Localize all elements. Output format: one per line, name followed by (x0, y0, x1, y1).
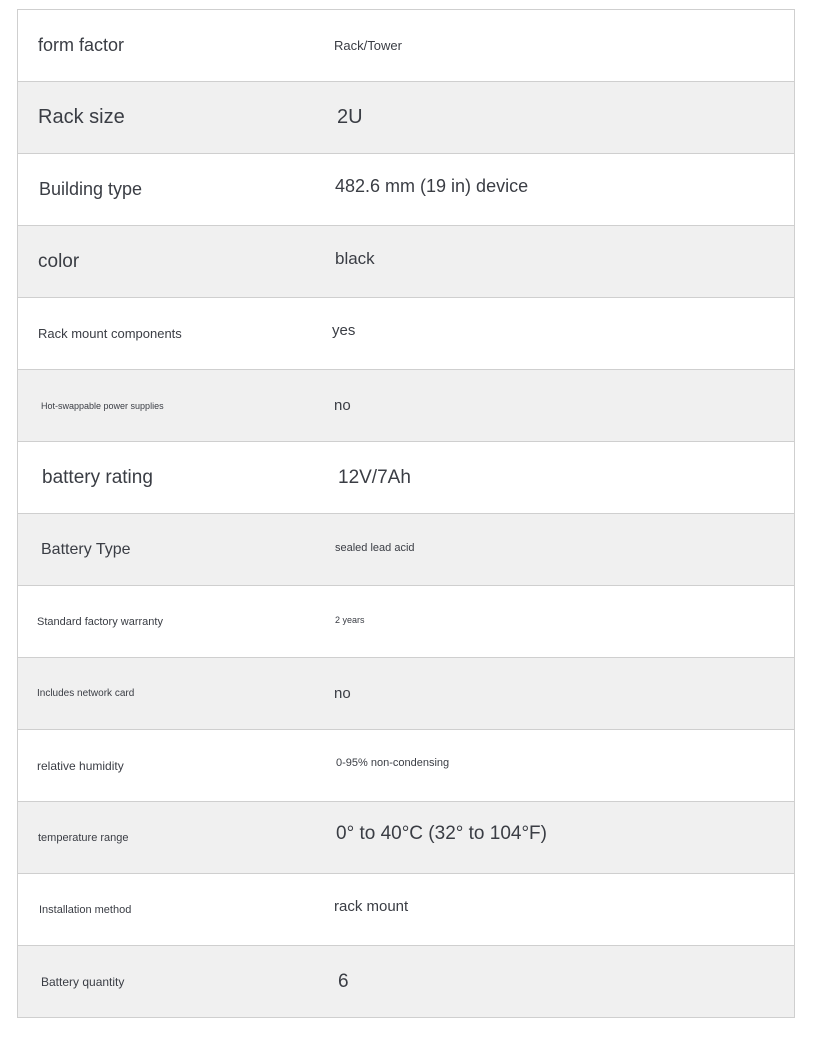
spec-row-temperature-range (18, 802, 794, 874)
spec-label: Rack size (38, 106, 125, 128)
spec-label: form factor (38, 35, 125, 55)
spec-row-relative-humidity (18, 730, 794, 802)
spec-label: Standard factory warranty (37, 615, 163, 628)
spec-row-standard-factory-warranty (18, 586, 794, 658)
spec-label: Hot-swappable power supplies (41, 400, 164, 411)
spec-value: 482.6 mm (19 in) device (335, 176, 529, 196)
spec-value: 0-95% non-condensing (336, 756, 450, 769)
spec-row-battery-type (18, 514, 794, 586)
spec-label: Building type (39, 179, 143, 199)
spec-table (17, 9, 795, 1018)
spec-label: Rack mount components (38, 326, 182, 341)
spec-value: 2U (337, 106, 363, 128)
spec-label: color (38, 250, 80, 272)
spec-value: no (334, 685, 351, 702)
spec-value: 0° to 40°C (32° to 104°F) (336, 822, 547, 844)
spec-row-installation-method (18, 874, 794, 946)
spec-label: Includes network card (37, 688, 135, 699)
spec-value: 12V/7Ah (338, 466, 411, 488)
spec-value: 6 (338, 970, 349, 992)
spec-row-hot-swappable-power-supplies (18, 370, 794, 442)
spec-row-form-factor (18, 10, 794, 82)
spec-value: no (334, 397, 351, 414)
spec-value: yes (332, 322, 356, 339)
spec-value: Rack/Tower (334, 38, 402, 53)
spec-row-includes-network-card (18, 658, 794, 730)
spec-value: rack mount (334, 898, 409, 915)
spec-row-rack-size (18, 82, 794, 154)
spec-row-rack-mount-components (18, 298, 794, 370)
spec-label: Battery Type (41, 540, 131, 558)
spec-label: temperature range (38, 831, 129, 844)
spec-row-color (18, 226, 794, 298)
spec-value: black (335, 248, 375, 268)
spec-row-battery-rating (18, 442, 794, 514)
spec-label: Installation method (39, 903, 132, 916)
spec-label: battery rating (42, 466, 153, 488)
spec-value: 2 years (335, 614, 365, 625)
spec-value: sealed lead acid (335, 541, 415, 554)
spec-row-battery-quantity (18, 946, 794, 1017)
spec-label: Battery quantity (41, 974, 125, 989)
spec-label: relative humidity (37, 758, 124, 773)
spec-row-building-type (18, 154, 794, 226)
